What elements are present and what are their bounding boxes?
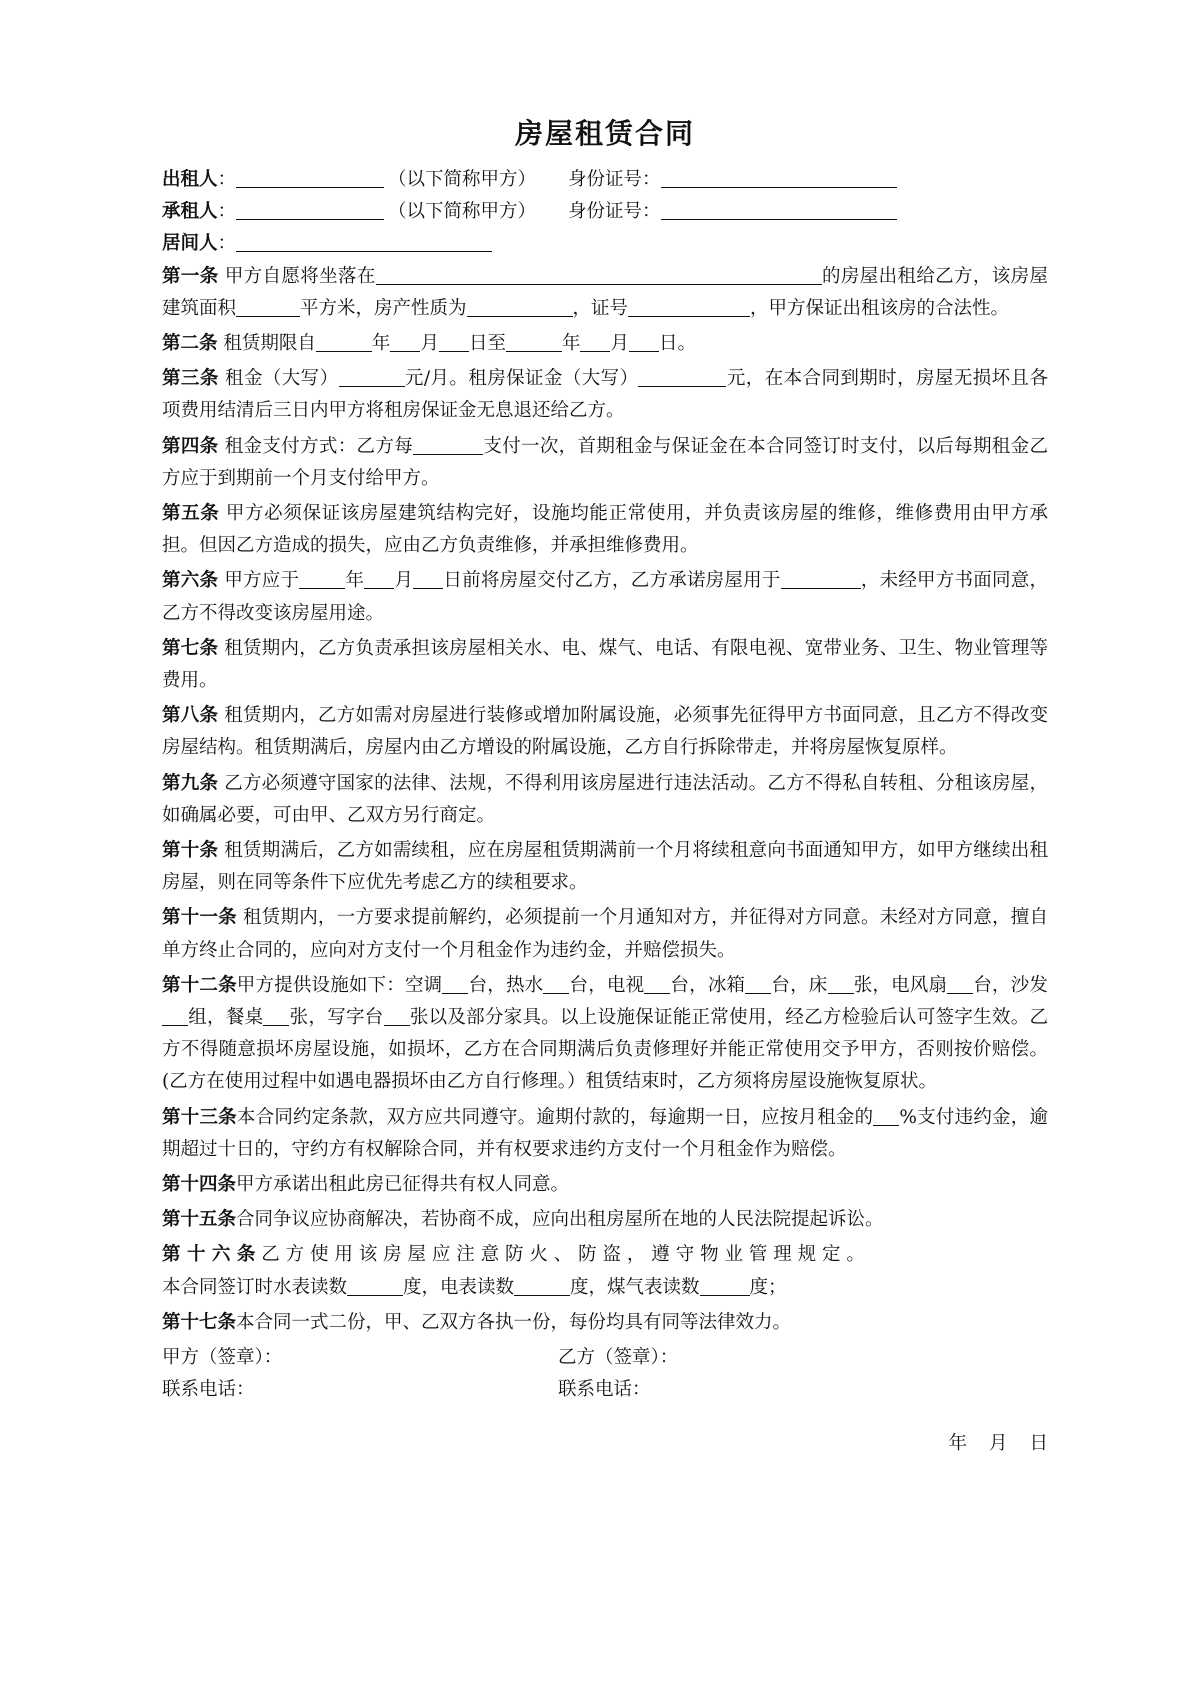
end-month-blank[interactable] bbox=[580, 330, 610, 352]
date-month-label: 月 bbox=[988, 1433, 1008, 1455]
clause-14: 第十四条甲方承诺出租此房已征得共有权人同意。 bbox=[162, 1174, 570, 1196]
deposit-amount-blank[interactable] bbox=[638, 365, 726, 387]
party-a-signature-label: 甲方（签章）： bbox=[162, 1347, 283, 1369]
certificate-no-blank[interactable] bbox=[628, 295, 750, 317]
tv-count-blank[interactable] bbox=[644, 972, 670, 994]
document-title: 房屋租赁合同 bbox=[514, 117, 695, 150]
clause-13: 第十三条本合同约定条款，双方应共同遵守。逾期付款的，每逾期一日，应按月租金的 %支付违约金，逾期超过十日的，守约方有权解除合同，并有权要求违约方支付一个月租金作为赔偿。 bbox=[162, 1102, 1048, 1166]
middleman-label: 居间人 bbox=[162, 233, 218, 255]
desk-count-blank[interactable] bbox=[384, 1004, 410, 1026]
id-label: 身份证号： bbox=[568, 201, 661, 223]
delivery-year-blank[interactable] bbox=[299, 567, 345, 589]
party-b-phone-label: 联系电话： bbox=[558, 1379, 651, 1401]
clause-10: 第十条 租赁期满后，乙方如需续租，应在房屋租赁期满前一个月将续租意向书面通知甲方，如甲方继续出租房屋，则在同等条件下应优先考虑乙方的续租要求。 bbox=[162, 840, 1048, 894]
clause-11: 第十一条 租赁期内，一方要求提前解约，必须提前一个月通知对方，并征得对方同意。未经对方同意，擅自单方终止合同的，应向对方支付一个月租金作为违约金，并赔偿损失。 bbox=[162, 907, 1048, 961]
start-month-blank[interactable] bbox=[390, 330, 420, 352]
start-day-blank[interactable] bbox=[439, 330, 469, 352]
gas-reading-blank[interactable] bbox=[700, 1274, 750, 1296]
sofa-count-blank[interactable] bbox=[162, 1004, 188, 1026]
lessee-name-blank[interactable] bbox=[236, 198, 384, 220]
clause-8: 第八条 租赁期内，乙方如需对房屋进行装修或增加附属设施，必须事先征得甲方书面同意，且乙方不得改变房屋结构。租赁期满后，房屋内由乙方增设的附属设施，乙方自行拆除带走，并将房屋恢复原样。 bbox=[162, 705, 1048, 759]
lessor-name-blank[interactable] bbox=[236, 166, 384, 188]
date-year-label: 年 bbox=[948, 1433, 967, 1455]
end-year-blank[interactable] bbox=[506, 330, 562, 352]
clause-12: 第十二条甲方提供设施如下：空调 台，热水 台，电视 台，冰箱 台，床 张，电风扇 台，沙发组，餐桌 张，写字台 张以及部分家具。以上设施保证能正常使用，经乙方检验后认可签字生效。乙方不得随意损坏房屋设施，如损坏，乙方在合同期满后负责修理好并能正常使用交予甲方，否则按价赔偿。(乙方在使用过程中如遇电器损坏由乙方自行修理。）租赁结束时，乙方须将房屋设施恢复原状。 bbox=[162, 970, 1048, 1099]
usage-blank[interactable] bbox=[781, 567, 861, 589]
area-blank[interactable] bbox=[236, 295, 300, 317]
party-b-signature-label: 乙方（签章）： bbox=[558, 1347, 679, 1369]
party-a-phone-label: 联系电话： bbox=[162, 1379, 255, 1401]
end-day-blank[interactable] bbox=[629, 330, 659, 352]
penalty-rate-blank[interactable] bbox=[873, 1104, 899, 1126]
clause-1: 第一条 甲方自愿将坐落在 的房屋出租给乙方，该房屋建筑面积 平方米，房产性质为 ，证号 ，甲方保证出租该房的合法性。 bbox=[162, 261, 1048, 325]
delivery-month-blank[interactable] bbox=[364, 567, 394, 589]
electric-reading-blank[interactable] bbox=[514, 1274, 570, 1296]
fan-count-blank[interactable] bbox=[947, 972, 973, 994]
contract-page bbox=[162, 112, 1048, 1461]
signature-row bbox=[162, 1342, 1048, 1374]
clause-2: 第二条 租赁期限自 年 月 日至 年 月 日。 bbox=[162, 328, 1048, 360]
middleman-row: 居间人： bbox=[162, 228, 1048, 260]
water-reading-blank[interactable] bbox=[347, 1274, 403, 1296]
delivery-day-blank[interactable] bbox=[413, 567, 443, 589]
fridge-count-blank[interactable] bbox=[745, 972, 771, 994]
ac-count-blank[interactable] bbox=[442, 972, 468, 994]
payment-period-blank[interactable] bbox=[413, 433, 483, 455]
clause-7: 第七条 租赁期内，乙方负责承担该房屋相关水、电、煤气、电话、有限电视、宽带业务、卫生、物业管理等费用。 bbox=[162, 637, 1048, 691]
lessor-label: 出租人 bbox=[162, 169, 218, 190]
alias-note: （以下简称甲方） bbox=[388, 201, 537, 223]
water-heater-count-blank[interactable] bbox=[543, 972, 569, 994]
rent-amount-blank[interactable] bbox=[339, 365, 405, 387]
lessee-label: 承租人 bbox=[162, 201, 218, 223]
clause-16: 第 十 六 条 乙 方 使 用 该 房 屋 应 注 意 防 火 、 防 盗 ， 遵 守 物 业 管 理 规 定 。 本合同签订时水表读数 度，电表读数 度，煤气表读数 度； bbox=[162, 1244, 865, 1298]
clause-3: 第三条 租金（大写） 元/月。租房保证金（大写） 元，在本合同到期时，房屋无损坏且各项费用结清后三日内甲方将租房保证金无息退还给乙方。 bbox=[162, 363, 1048, 427]
lessee-id-blank[interactable] bbox=[661, 198, 897, 220]
property-type-blank[interactable] bbox=[467, 295, 573, 317]
lessor-id-blank[interactable] bbox=[661, 166, 897, 188]
table-count-blank[interactable] bbox=[263, 1004, 289, 1026]
id-label: 身份证号： bbox=[568, 169, 661, 190]
phone-row bbox=[162, 1374, 1048, 1406]
lessee-row: 承租人： （以下简称甲方） 身份证号： bbox=[162, 196, 1048, 228]
clause-5: 第五条 甲方必须保证该房屋建筑结构完好，设施均能正常使用，并负责该房屋的维修，维修费用由甲方承担。但因乙方造成的损失，应由乙方负责维修，并承担维修费用。 bbox=[162, 502, 1048, 557]
address-blank[interactable] bbox=[376, 263, 822, 285]
clause-9: 第九条 乙方必须遵守国家的法律、法规，不得利用该房屋进行违法活动。乙方不得私自转租、分租该房屋，如确属必要，可由甲、乙双方另行商定。 bbox=[162, 772, 1048, 826]
start-year-blank[interactable] bbox=[316, 330, 372, 352]
lessor-row: 出租人： （以下简称甲方） 身份证号： bbox=[162, 164, 1048, 196]
date-day-label: 日 bbox=[1029, 1433, 1048, 1455]
clause-15: 第十五条合同争议应协商解决，若协商不成，应向出租房屋所在地的人民法院提起诉讼。 bbox=[162, 1209, 884, 1231]
middleman-name-blank[interactable] bbox=[236, 230, 492, 252]
clause-6: 第六条 甲方应于 年 月 日前将房屋交付乙方，乙方承诺房屋用于 ，未经甲方书面同意，乙方不得改变该房屋用途。 bbox=[162, 565, 1048, 629]
alias-note: （以下简称甲方） bbox=[388, 169, 537, 190]
clause-4: 第四条 租金支付方式：乙方每 支付一次，首期租金与保证金在本合同签订时支付，以后每期租金乙方应于到期前一个月支付给甲方。 bbox=[162, 431, 1048, 495]
bed-count-blank[interactable] bbox=[828, 972, 854, 994]
signing-date bbox=[162, 1428, 1048, 1460]
clause-17: 第十七条本合同一式二份，甲、乙双方各执一份，每份均具有同等法律效力。 bbox=[162, 1311, 792, 1333]
